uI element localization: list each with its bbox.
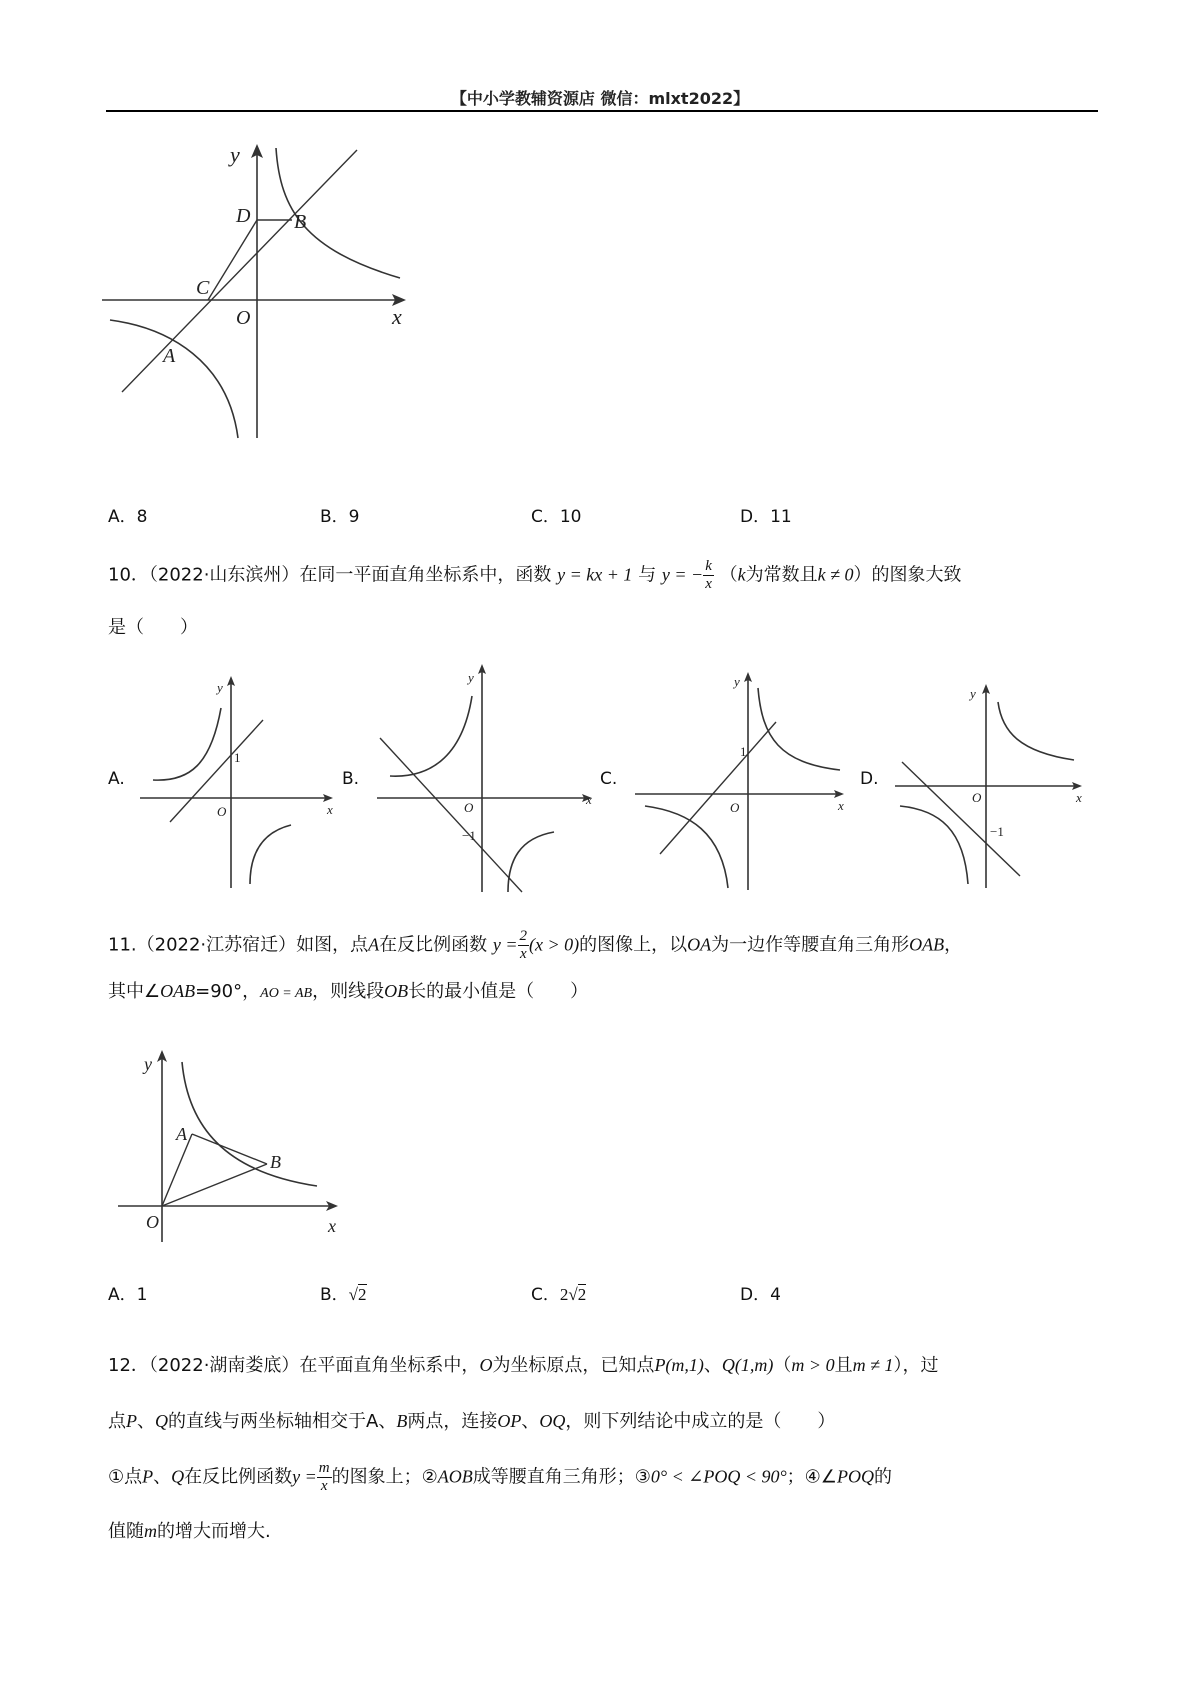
q11-line-2 (108, 978, 588, 1007)
q10-graph-d (890, 680, 1090, 892)
q12-l2-e: 两点，连接 (407, 1411, 498, 1432)
q10-cond-math: k ≠ 0 (817, 564, 854, 585)
q11-option-b (320, 1282, 367, 1308)
q12-ang1: 0° < ∠POQ < 90° (650, 1466, 787, 1487)
q10-option-c-letter: C. (600, 769, 618, 789)
q12-op: OP (497, 1411, 522, 1431)
q9-label-x: x (392, 304, 402, 329)
q11-label-x: x (328, 1216, 336, 1236)
q12-func-num: m (318, 1460, 330, 1476)
q12-line-2 (108, 1408, 835, 1435)
q12-l4-a: 值随 (108, 1521, 144, 1542)
q10c-label-o: O (730, 800, 740, 815)
q10b-hyperbola-q4 (508, 832, 554, 892)
q10-line-2: 是（ ） (108, 617, 198, 638)
q10-mid: 与 (638, 564, 657, 586)
q12-l2-d: 、 (378, 1411, 397, 1432)
q10c-label-x: x (838, 798, 844, 813)
q11-option-a: A．1 (108, 1285, 148, 1305)
q10-func2-num: k (705, 558, 712, 574)
q10a-label-x: x (327, 802, 333, 817)
q11-line2-d: 长的最小值是（ ） (408, 981, 589, 1002)
q11-line2-oab: OAB (160, 981, 196, 1001)
q11-func-lhs: y = (492, 934, 518, 955)
q12-l1-b: 为坐标原点，已知点 (492, 1355, 655, 1376)
q9-label-b: B (294, 211, 307, 233)
q12-oq: OQ (539, 1411, 566, 1431)
q9-line-ab (122, 150, 357, 392)
q12-l2-b: 、 (137, 1411, 155, 1432)
q10a-label-one: 1 (234, 750, 241, 765)
q10b-label-x: x (586, 792, 592, 807)
q10d-hyperbola-q1 (998, 702, 1074, 760)
q12-func-lhs: y = (292, 1466, 317, 1487)
page-header: 【中小学教辅资源店 微信：mlxt2022】 (450, 89, 750, 108)
q9-label-d: D (236, 205, 251, 227)
q12-l4-b: 的增大而增大. (157, 1521, 271, 1542)
q10c-line (660, 722, 776, 854)
q12-line-4 (108, 1518, 271, 1545)
q12-func-fraction (317, 1460, 332, 1495)
q11-label-a: A (176, 1124, 187, 1144)
header-divider (106, 110, 1098, 112)
q11-label-o: O (146, 1212, 159, 1232)
q11-hyperbola (182, 1062, 317, 1186)
q11-func-fraction (518, 928, 530, 963)
q10b-line (380, 738, 522, 892)
q11-option-b-radicand: 2 (358, 1285, 367, 1304)
q12-l3-a: ①点 (108, 1466, 143, 1488)
q12-l3-e: 成等腰直角三角形；③ (472, 1466, 651, 1488)
q9-option-a: A．8 (108, 507, 148, 527)
q11-oab: OAB (909, 934, 945, 955)
q11-option-c-radicand: 2 (577, 1285, 587, 1304)
q12-q3: Q (171, 1466, 185, 1487)
q10-func2-lhs: y = − (661, 564, 704, 585)
q10d-line (902, 762, 1020, 876)
q10-line-1 (108, 558, 961, 593)
q11-line2-a: 其中∠ (108, 981, 161, 1002)
q12-l3-g: 的 (873, 1466, 892, 1488)
q10b-label-neg-one: −1 (462, 828, 476, 843)
q11-t2: 的图像上，以 (579, 934, 688, 956)
q10-graph-c (630, 668, 852, 893)
q12-q2: Q (155, 1411, 168, 1431)
q11-option-c-coef: 2 (559, 1285, 569, 1304)
q11-t3: 为一边作等腰直角三角形 (711, 934, 910, 956)
q10-func2-den: x (705, 576, 712, 592)
q10b-label-y: y (468, 670, 474, 685)
q12-aob: AOB (437, 1466, 473, 1487)
q11-label-b: B (270, 1152, 281, 1172)
q10c-label-one: 1 (740, 744, 747, 759)
q11-t1: 在反比例函数 (379, 934, 488, 956)
q12-l3-b: 、 (153, 1466, 172, 1488)
q12-p3: P (142, 1466, 154, 1487)
q12-a: A (366, 1411, 379, 1432)
q10-option-b-letter: B. (342, 769, 360, 789)
q11-line-1 (108, 928, 962, 963)
q11-func-den: x (519, 946, 527, 962)
q11-option-b-sqrt-icon: √ (348, 1285, 359, 1304)
q12-cond2: m ≠ 1 (852, 1355, 894, 1375)
q11-figure (112, 1042, 352, 1242)
q12-l3-f: ；④∠ (786, 1466, 837, 1488)
q9-option-c: C．10 (531, 507, 582, 527)
q10-option-d-letter: D. (860, 769, 879, 789)
q11-option-b-label: B． (320, 1285, 349, 1305)
q10a-label-y: y (217, 680, 223, 695)
q11-line2-cond: AO = AB (260, 986, 313, 1001)
q11-func-num: 2 (519, 928, 528, 944)
q12-l1-d: （ (773, 1355, 792, 1376)
q12-q: Q(1,m) (721, 1355, 774, 1375)
q11-line2-b: =90°， (195, 981, 261, 1002)
q11-prefix: 11.（2022·江苏宿迁）如图，点 (108, 934, 369, 956)
q12-line-1 (108, 1352, 938, 1379)
q12-l1-a: 12．（2022·湖南娄底）在平面直角坐标系中， (108, 1355, 480, 1376)
q10b-label-o: O (464, 800, 474, 815)
q10d-label-neg-one: −1 (990, 824, 1004, 839)
q10-func1: y = kx + 1 (557, 564, 633, 585)
q10-graph-b (372, 660, 600, 895)
q12-l1-e: 且 (834, 1355, 853, 1376)
q11-option-c-sqrt-icon: √ (568, 1285, 578, 1304)
q9-label-o: O (236, 307, 251, 329)
q11-label-y: y (144, 1054, 152, 1074)
q12-o: O (479, 1355, 493, 1375)
q12-poq: POQ (836, 1466, 874, 1487)
q10a-hyperbola-q2 (153, 708, 221, 780)
q9-label-y: y (230, 142, 240, 167)
q10-suffix: ）的图象大致 (853, 564, 962, 586)
q11-func-cond: (x > 0) (529, 934, 580, 955)
q10-func2-fraction (703, 558, 714, 593)
q12-l2-f: 、 (521, 1411, 540, 1432)
q10d-hyperbola-q3 (900, 806, 968, 884)
q11-option-c (531, 1282, 586, 1308)
q10-cond-text: 为常数且 (745, 564, 818, 586)
q12-m: m (144, 1521, 157, 1541)
q10-k: k (737, 564, 746, 585)
q10c-hyperbola-q3 (645, 806, 728, 888)
q12-line-3 (108, 1460, 892, 1495)
q11-oa: OA (687, 934, 712, 955)
q12-l3-c: 在反比例函数 (184, 1466, 293, 1488)
q10a-hyperbola-q4 (250, 825, 291, 884)
q12-p: P(m,1) (654, 1355, 704, 1375)
q11-option-c-label: C． (531, 1285, 560, 1305)
q12-l2-a: 点 (108, 1411, 126, 1432)
q11-line2-c: ，则线段 (312, 981, 385, 1002)
q11-t3b: ， (944, 934, 963, 956)
q12-func-den: x (320, 1478, 328, 1494)
q12-p2: P (126, 1411, 137, 1431)
q10d-label-o: O (972, 790, 982, 805)
q12-l3-d: 的图象上；② (331, 1466, 438, 1488)
q9-option-d: D．11 (740, 507, 792, 527)
q9-label-a: A (163, 345, 176, 367)
q10-prefix: 10．（2022·山东滨州）在同一平面直角坐标系中，函数 (108, 564, 552, 586)
q10a-label-o: O (217, 804, 227, 819)
q10-graph-a (135, 672, 340, 892)
q10-cond-open: （ (719, 564, 738, 586)
q11-segment-ob (162, 1164, 267, 1206)
q9-label-c: C (196, 277, 210, 299)
q10d-label-x: x (1076, 790, 1082, 805)
q12-b: B (396, 1411, 408, 1431)
q10d-label-y: y (970, 686, 976, 701)
q9-figure (100, 140, 460, 450)
q12-cond: m > 0 (791, 1355, 835, 1375)
q11-line2-ob: OB (384, 981, 409, 1001)
q10c-label-y: y (734, 674, 740, 689)
q12-l2-c: 的直线与两坐标轴相交于 (168, 1411, 366, 1432)
q12-l2-g: ，则下列结论中成立的是（ ） (565, 1411, 836, 1432)
q10b-hyperbola-q2 (390, 696, 472, 776)
q12-l1-f: ），过 (893, 1355, 939, 1376)
q9-option-b: B．9 (320, 507, 360, 527)
q12-l1-c: 、 (703, 1355, 722, 1376)
q11-option-d: D．4 (740, 1285, 781, 1305)
q11-point-a: A (368, 934, 380, 955)
q11-segment-ab (192, 1134, 267, 1164)
q10-option-a-letter: A. (108, 769, 125, 789)
